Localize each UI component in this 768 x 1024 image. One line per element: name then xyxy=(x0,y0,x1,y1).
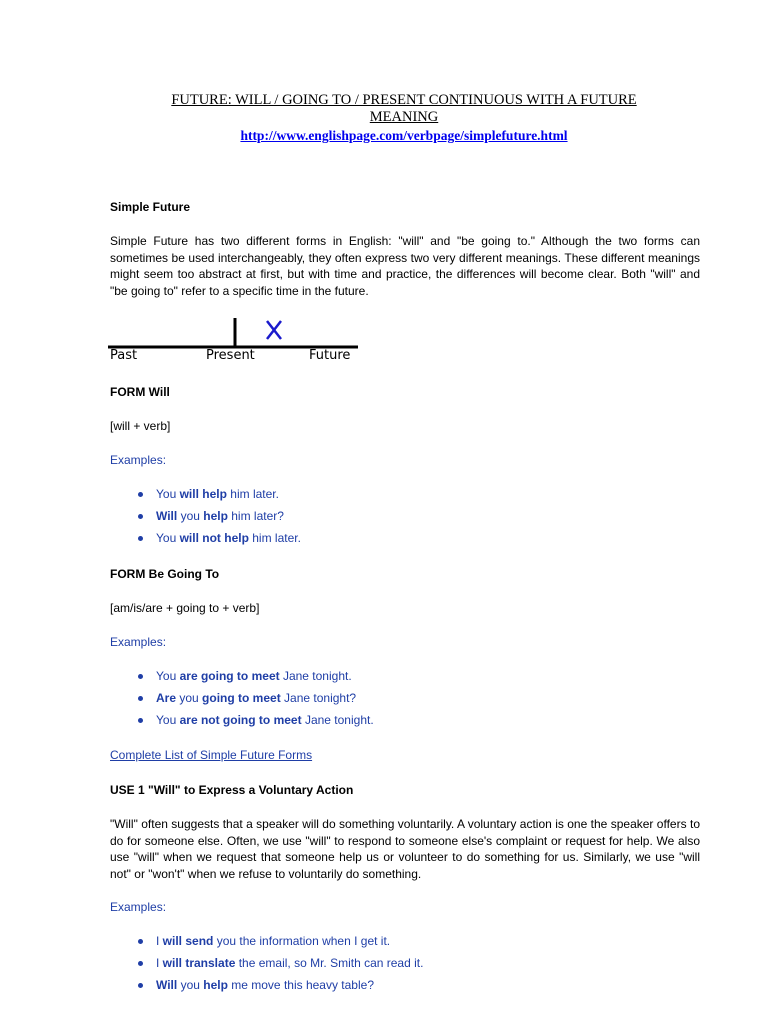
use1-examples-list xyxy=(136,933,423,999)
list-item: You will help him later. xyxy=(136,486,301,508)
list-item: Are you going to meet Jane tonight? xyxy=(136,690,374,712)
form-will-formula: [will + verb] xyxy=(110,419,171,433)
complete-list-link[interactable]: Complete List of Simple Future Forms xyxy=(110,748,313,762)
list-item: You are going to meet Jane tonight. xyxy=(136,668,374,690)
timeline-diagram xyxy=(108,312,368,372)
section-heading-form-going-to: FORM Be Going To xyxy=(110,567,220,581)
form-will-examples-list xyxy=(136,486,301,552)
section-heading-form-will: FORM Will xyxy=(110,385,170,399)
source-url-link[interactable]: http://www.englishpage.com/verbpage/simplefuture.html xyxy=(240,128,568,143)
form-going-examples-label: Examples: xyxy=(110,635,167,649)
list-item: You will not help him later. xyxy=(136,530,301,552)
list-item: I will send you the information when I get it. xyxy=(136,933,423,955)
list-item: You are not going to meet Jane tonight. xyxy=(136,712,374,734)
list-item: Will you help him later? xyxy=(136,508,301,530)
form-will-examples-label: Examples: xyxy=(110,453,167,467)
title-line-1: FUTURE: WILL / GOING TO / PRESENT CONTINUOUS WITH A FUTURE xyxy=(171,92,637,108)
section-heading-simple-future: Simple Future xyxy=(110,200,191,214)
list-item: I will translate the email, so Mr. Smith can read it. xyxy=(136,955,423,977)
timeline-label-present: Present xyxy=(206,348,255,363)
form-going-formula: [am/is/are + going to + verb] xyxy=(110,601,260,615)
timeline-label-past: Past xyxy=(110,348,138,363)
timeline-label-future: Future xyxy=(309,348,351,363)
page-title xyxy=(100,92,708,126)
timeline-graphic xyxy=(108,312,368,352)
title-line-2: MEANING xyxy=(369,109,439,125)
use1-paragraph: "Will" often suggests that a speaker will do something voluntarily. A voluntary action is one the speaker offers to do for someone else. Often, we use "will" to respond to someone else's complaint or request for help. We also use "will" when we request that someone help us or volunteer to do something for us. Similarly, we use "will not" or "won't" when we refuse to voluntarily do something. xyxy=(110,817,700,881)
form-going-examples-list xyxy=(136,668,374,734)
use1-examples-label: Examples: xyxy=(110,900,167,914)
simple-future-paragraph: Simple Future has two different forms in English: "will" and "be going to." Although the two forms can sometimes be used interchangeably, they often express two very different meanings. These different meanings might seem too abstract at first, but with time and practice, the differences will become clear. Both "will" and "be going to" refer to a specific time in the future. xyxy=(110,234,700,298)
section-heading-use-1: USE 1 "Will" to Express a Voluntary Action xyxy=(110,783,354,797)
list-item: Will you help me move this heavy table? xyxy=(136,977,423,999)
